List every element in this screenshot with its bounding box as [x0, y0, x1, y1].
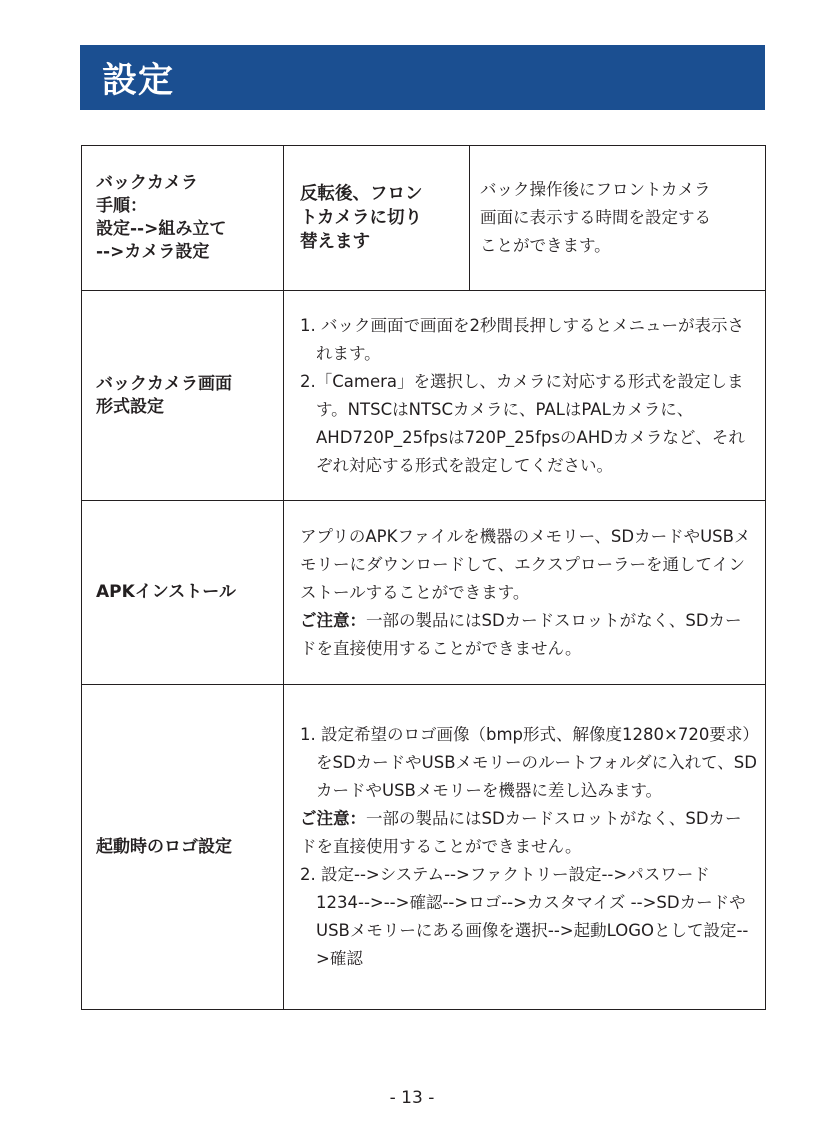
- section-title: 設定: [102, 60, 175, 101]
- note-label: ご注意：: [300, 610, 366, 630]
- section-title-banner: [80, 45, 765, 110]
- list-item: 1. 設定希望のロゴ画像（bmp形式、解像度1280×720要求）をSDカードやUSBメモリーのルートフォルダに入れて、SDカードやUSBメモリーを機器に差し込みます。: [300, 725, 757, 800]
- note-label: ご注意：: [300, 809, 366, 828]
- row-label: バックカメラ画面 形式設定: [82, 291, 284, 501]
- note-text: 一部の製品にはSDカードスロットがなく、SDカードを直接使用することができません。: [300, 809, 742, 856]
- note: [300, 805, 757, 861]
- table-row: [82, 685, 766, 1010]
- list-item: 2.「Camera」を選択し、カメラに対応する形式を設定します。NTSCはNTSCカメラに、PALはPALカメラに、AHD720P_25fpsは720P_25fpsのAHDカメラなど、それぞれ対応する形式を設定してください。: [300, 371, 745, 475]
- note-text: 一部の製品にはSDカードスロットがなく、SDカードを直接使用することができません。: [300, 610, 742, 658]
- row-description: [284, 291, 766, 501]
- row-label: 起動時のロゴ設定: [82, 685, 284, 1010]
- row-description: [284, 685, 766, 1010]
- row-label: APKインストール: [82, 501, 284, 685]
- table-row: [82, 146, 766, 291]
- note: [300, 607, 757, 663]
- row-summary: 反転後、フロン トカメラに切り 替えます: [284, 146, 470, 291]
- list-item: 2. 設定-->システム-->ファクトリー設定-->パスワード1234-->-->確認-->ロゴ-->カスタマイズ -->SDカードやUSBメモリーにある画像を選択-->起動LOGOとして設定-->確認: [300, 865, 749, 968]
- table-row: [82, 501, 766, 685]
- row-label: バックカメラ 手順： 設定-->組み立て -->カメラ設定: [82, 146, 284, 291]
- table-row: [82, 291, 766, 501]
- page-number: - 13 -: [389, 1088, 435, 1108]
- description-text: アプリのAPKファイルを機器のメモリー、SDカードやUSBメモリーにダウンロードして、エクスプローラーを通してインストールすることができます。: [300, 526, 751, 602]
- list-item: 1. バック画面で画面を2秒間長押しするとメニューが表示されます。: [300, 315, 744, 363]
- row-description: [284, 501, 766, 685]
- row-description: バック操作後にフロントカメラ 画面に表示する時間を設定する ことができます。: [470, 146, 766, 291]
- settings-table: [81, 145, 766, 1010]
